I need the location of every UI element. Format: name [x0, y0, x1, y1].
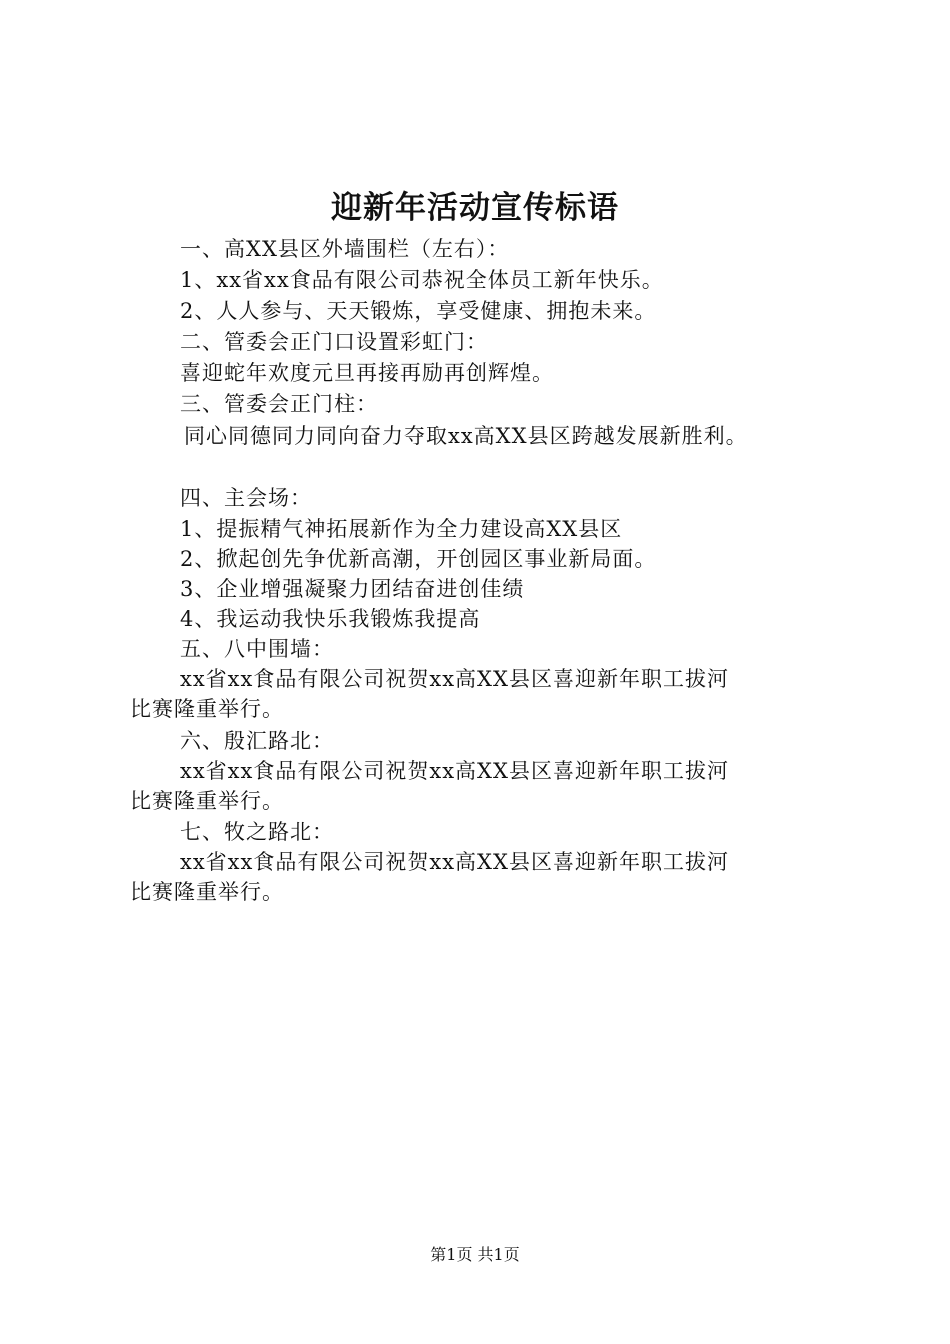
section-heading-5: 五、八中围墙： [180, 637, 334, 661]
slogan-line: 4、我运动我快乐我锻炼我提高 [180, 607, 481, 631]
slogan-line: 1、提振精气神拓展新作为全力建设高XX县区 [180, 517, 623, 541]
slogan-line: 比赛隆重举行。 [130, 880, 284, 904]
slogan-line: 喜迎蛇年欢度元旦再接再励再创辉煌。 [180, 361, 554, 385]
slogan-line: 2、人人参与、天天锻炼，享受健康、拥抱未来。 [180, 299, 657, 323]
section-heading-6: 六、殷汇路北： [180, 729, 334, 753]
document-title: 迎新年活动宣传标语 [331, 190, 619, 226]
slogan-line: 3、企业增强凝聚力团结奋进创佳绩 [180, 577, 525, 601]
section-heading-7: 七、牧之路北： [180, 820, 334, 844]
slogan-line: 比赛隆重举行。 [130, 789, 284, 813]
slogan-line: xx省xx食品有限公司祝贺xx高XX县区喜迎新年职工拔河 [180, 667, 729, 691]
slogan-line: 1、xx省xx食品有限公司恭祝全体员工新年快乐。 [180, 268, 664, 292]
slogan-line: xx省xx食品有限公司祝贺xx高XX县区喜迎新年职工拔河 [180, 759, 729, 783]
section-heading-3: 三、管委会正门柱： [180, 392, 378, 416]
slogan-line: 同心同德同力同向奋力夺取xx高XX县区跨越发展新胜利。 [184, 424, 748, 448]
section-heading-4: 四、主会场： [180, 486, 312, 510]
slogan-line: 2、掀起创先争优新高潮，开创园区事业新局面。 [180, 547, 657, 571]
slogan-line: 比赛隆重举行。 [130, 697, 284, 721]
section-heading-1: 一、高XX县区外墙围栏（左右）： [180, 237, 510, 261]
slogan-line: xx省xx食品有限公司祝贺xx高XX县区喜迎新年职工拔河 [180, 850, 729, 874]
section-heading-2: 二、管委会正门口设置彩虹门： [180, 330, 488, 354]
page-footer: 第1页 共1页 [430, 1245, 520, 1264]
